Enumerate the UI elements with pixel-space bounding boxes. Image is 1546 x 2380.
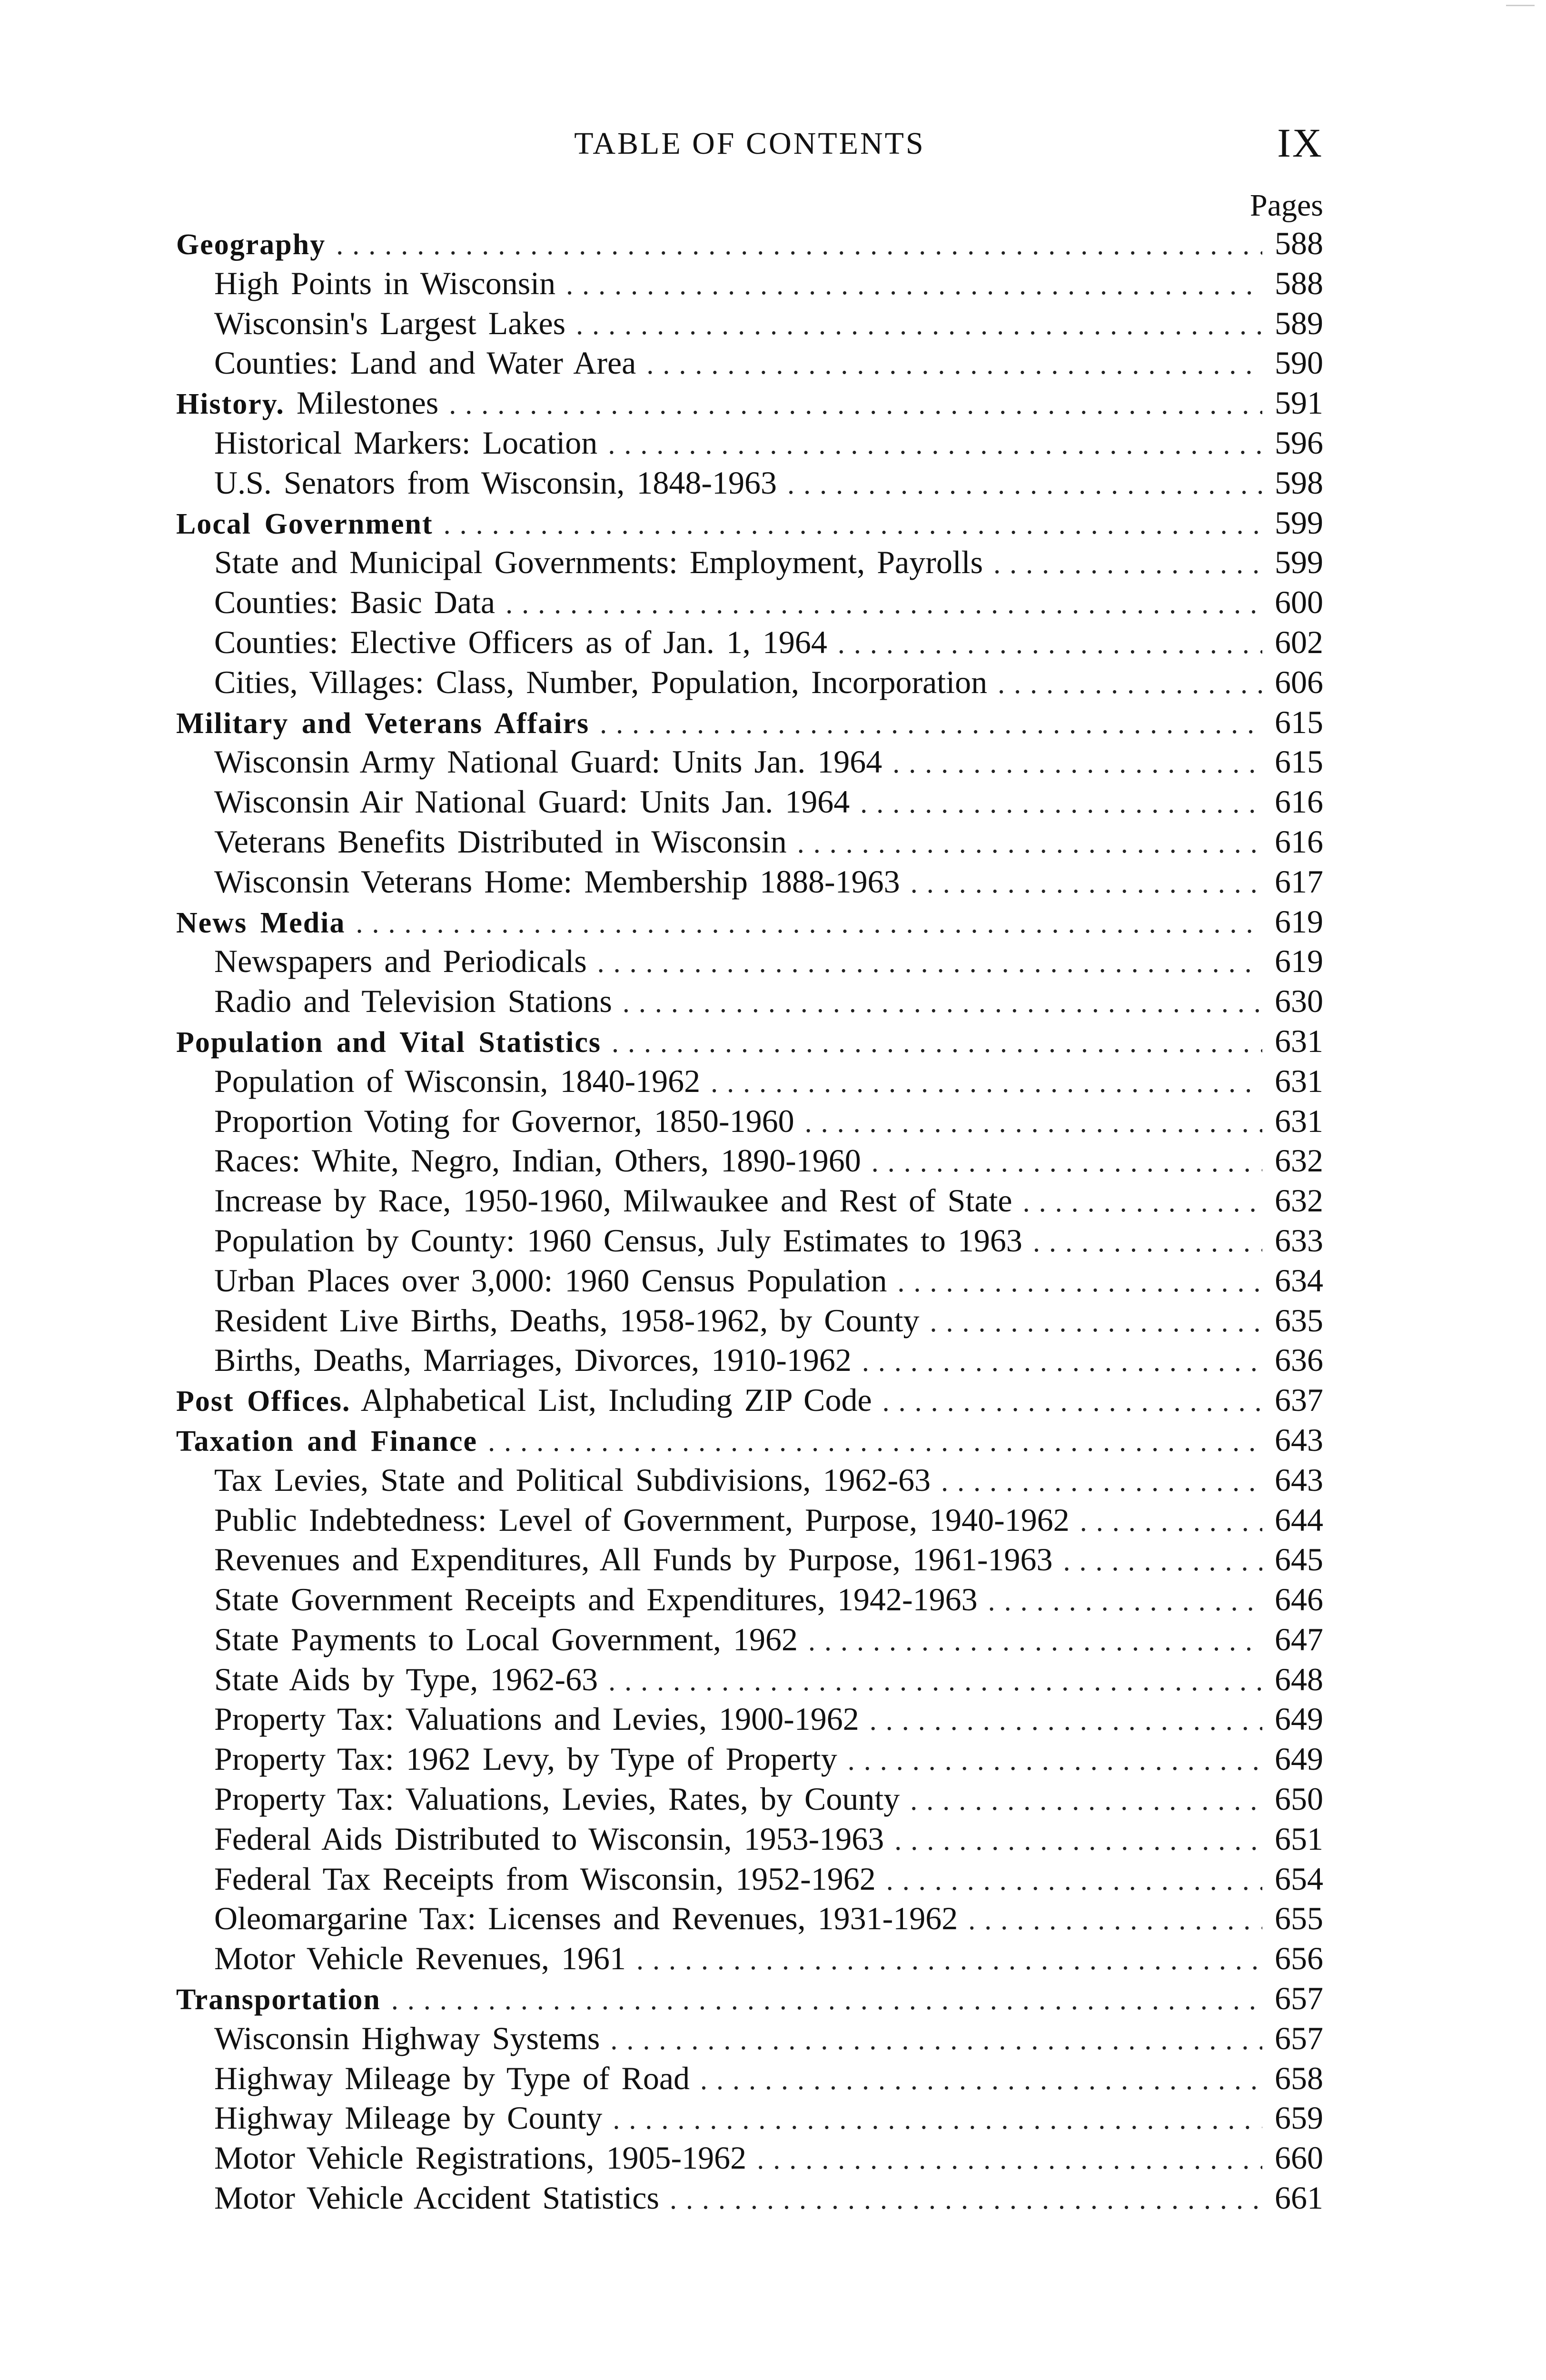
toc-page-number: 599	[1275, 544, 1323, 581]
section-heading: History.	[176, 388, 285, 421]
dot-leader	[898, 1262, 1262, 1302]
toc-entry-row[interactable]	[176, 1500, 1323, 1540]
toc-entry-label: Resident Live Births, Deaths, 1958-1962, by County	[214, 1302, 920, 1339]
toc-page-number: 650	[1275, 1781, 1323, 1817]
toc-entry-label: Property Tax: 1962 Levy, by Type of Property	[214, 1741, 837, 1777]
toc-entry-row[interactable]	[176, 264, 1323, 304]
toc-entry-row[interactable]	[176, 2059, 1323, 2099]
toc-entry-row[interactable]	[176, 623, 1323, 663]
dot-leader	[356, 903, 1262, 943]
dot-leader	[870, 1701, 1262, 1741]
section-subtitle: Milestones	[296, 385, 439, 421]
toc-entry-label: Public Indebtedness: Level of Government, Purpose, 1940-1962	[214, 1501, 1070, 1538]
toc-entry-row[interactable]	[176, 304, 1323, 344]
toc-entry-label: Population of Wisconsin, 1840-1962	[214, 1062, 701, 1099]
pages-column-label: Pages	[1250, 188, 1323, 223]
toc-page-number: 633	[1275, 1222, 1323, 1259]
toc-page-number: 615	[1275, 704, 1323, 740]
dot-leader	[505, 584, 1262, 624]
toc-entry-row[interactable]	[176, 862, 1323, 902]
toc-page-number: 632	[1275, 1182, 1323, 1219]
toc-entry-row[interactable]	[176, 1301, 1323, 1341]
toc-page-number: 657	[1275, 2020, 1323, 2056]
dot-leader	[882, 1382, 1262, 1422]
dot-leader	[838, 624, 1262, 664]
section-heading: News Media	[176, 906, 346, 939]
toc-page-number: 598	[1275, 464, 1323, 501]
toc-entry-label: Highway Mileage by County	[214, 2100, 603, 2136]
toc-entry-row[interactable]	[176, 2138, 1323, 2178]
toc-entry-label: Veterans Benefits Distributed in Wisconsin	[214, 823, 787, 860]
dot-leader	[886, 1861, 1262, 1901]
toc-entry-label	[176, 1380, 872, 1422]
toc-entry-label: Motor Vehicle Revenues, 1961	[214, 1940, 626, 1977]
toc-section-row[interactable]	[176, 383, 1323, 423]
toc-entry-label: Births, Deaths, Marriages, Divorces, 1910-1962	[214, 1342, 852, 1378]
toc-section-row[interactable]	[176, 1021, 1323, 1061]
toc-entry-label: State Aids by Type, 1962-63	[214, 1661, 598, 1697]
dot-leader	[941, 1462, 1262, 1502]
toc-entry-row[interactable]	[176, 663, 1323, 703]
page-title: TABLE OF CONTENTS	[574, 126, 925, 161]
toc-page-number: 635	[1275, 1302, 1323, 1339]
toc-entry-row[interactable]	[176, 1580, 1323, 1620]
running-head	[176, 119, 1323, 171]
dot-leader	[608, 425, 1262, 465]
toc-entry-row[interactable]	[176, 942, 1323, 982]
toc-page-number: 599	[1275, 504, 1323, 541]
toc-entry-label: Counties: Elective Officers as of Jan. 1, 1964	[214, 624, 827, 660]
toc-entry-label: Counties: Basic Data	[214, 584, 496, 621]
dot-leader	[1080, 1502, 1262, 1542]
toc-entry-label: High Points in Wisconsin	[214, 265, 556, 301]
toc-entry-label: Counties: Land and Water Area	[214, 345, 636, 381]
toc-entry-label	[176, 902, 345, 943]
toc-page-number: 590	[1275, 345, 1323, 381]
dot-leader	[613, 2100, 1262, 2140]
dot-leader	[600, 704, 1262, 744]
toc-page-number: 606	[1275, 664, 1323, 700]
dot-leader	[391, 1980, 1262, 2020]
dot-leader	[646, 345, 1262, 385]
toc-section-row[interactable]	[176, 1979, 1323, 2019]
toc-page-number: 655	[1275, 1900, 1323, 1937]
toc-entry-label: Motor Vehicle Registrations, 1905-1962	[214, 2140, 747, 2176]
dot-leader	[1063, 1541, 1262, 1581]
toc-entry-row[interactable]	[176, 1620, 1323, 1660]
toc-entry-row[interactable]	[176, 1819, 1323, 1859]
toc-entry-row[interactable]	[176, 1261, 1323, 1301]
dot-leader	[700, 2060, 1262, 2100]
toc-page-number: 659	[1275, 2100, 1323, 2136]
table-of-contents	[176, 224, 1323, 2218]
dot-leader	[566, 265, 1262, 305]
dot-leader	[757, 2140, 1262, 2180]
toc-entry-label: Proportion Voting for Governor, 1850-1960	[214, 1102, 794, 1139]
toc-page-number: 646	[1275, 1581, 1323, 1618]
dot-leader	[623, 983, 1262, 1023]
dot-leader	[848, 1741, 1262, 1781]
toc-entry-row[interactable]	[176, 1460, 1323, 1500]
dot-leader	[910, 1781, 1262, 1821]
toc-entry-row[interactable]	[176, 583, 1323, 623]
toc-entry-label: Property Tax: Valuations and Levies, 1900-1962	[214, 1701, 859, 1737]
toc-entry-row[interactable]	[176, 822, 1323, 862]
dot-leader	[711, 1063, 1262, 1103]
toc-entry-label: Oleomargarine Tax: Licenses and Revenues, 1931-1962	[214, 1900, 958, 1937]
toc-entry-label: Increase by Race, 1950-1960, Milwaukee and Rest of State	[214, 1182, 1012, 1219]
toc-entry-label: Wisconsin Army National Guard: Units Jan. 1964	[214, 744, 882, 780]
toc-entry-label: Radio and Television Stations	[214, 983, 612, 1020]
dot-leader	[608, 1661, 1262, 1701]
toc-page-number: 651	[1275, 1820, 1323, 1857]
toc-page-number: 591	[1275, 385, 1323, 421]
dot-leader	[336, 225, 1262, 265]
toc-page-number: 649	[1275, 1701, 1323, 1737]
toc-entry-label	[176, 1021, 601, 1063]
toc-entry-row[interactable]	[176, 1779, 1323, 1819]
toc-page-number: 596	[1275, 424, 1323, 461]
toc-section-row[interactable]	[176, 224, 1323, 264]
toc-entry-row[interactable]	[176, 982, 1323, 1021]
toc-page-number: 661	[1275, 2180, 1323, 2216]
dot-leader	[892, 744, 1262, 783]
toc-entry-label: Races: White, Negro, Indian, Others, 1890-1960	[214, 1142, 861, 1179]
section-heading: Local Government	[176, 507, 433, 540]
toc-entry-label: Property Tax: Valuations, Levies, Rates, by County	[214, 1781, 900, 1817]
dot-leader	[860, 783, 1262, 823]
toc-page-number: 616	[1275, 783, 1323, 820]
toc-page-number: 636	[1275, 1342, 1323, 1378]
dot-leader	[894, 1821, 1262, 1861]
toc-page-number: 658	[1275, 2060, 1323, 2096]
toc-entry-row[interactable]	[176, 343, 1323, 383]
toc-page-number: 619	[1275, 943, 1323, 980]
toc-page-number: 656	[1275, 1940, 1323, 1977]
toc-section-row[interactable]	[176, 1380, 1323, 1420]
toc-page-number: 637	[1275, 1382, 1323, 1418]
toc-entry-label: Population by County: 1960 Census, July Estimates to 1963	[214, 1222, 1022, 1259]
toc-page-number: 644	[1275, 1501, 1323, 1538]
toc-page-number: 617	[1275, 863, 1323, 900]
dot-leader	[930, 1302, 1262, 1342]
toc-page-number: 588	[1275, 225, 1323, 261]
toc-entry-label: Tax Levies, State and Political Subdivisions, 1962-63	[214, 1461, 931, 1498]
section-subtitle: Alphabetical List, Including ZIP Code	[360, 1382, 872, 1418]
toc-entry-row[interactable]	[176, 543, 1323, 583]
dot-leader	[911, 863, 1262, 903]
toc-entry-row[interactable]	[176, 742, 1323, 782]
toc-entry-row[interactable]	[176, 1141, 1323, 1181]
section-heading: Population and Vital Statistics	[176, 1026, 601, 1059]
dot-leader	[636, 1940, 1262, 1980]
dot-leader	[670, 2180, 1262, 2220]
toc-entry-label	[176, 383, 438, 425]
dot-leader	[808, 1621, 1262, 1661]
toc-page-number: 615	[1275, 744, 1323, 780]
dot-leader	[449, 385, 1262, 425]
toc-page-number: 645	[1275, 1541, 1323, 1578]
toc-page-number: 654	[1275, 1860, 1323, 1897]
toc-entry-label: Historical Markers: Location	[214, 424, 598, 461]
toc-page-number: 649	[1275, 1741, 1323, 1777]
toc-entry-label	[176, 224, 326, 265]
toc-page-number: 602	[1275, 624, 1323, 660]
toc-page-number: 616	[1275, 823, 1323, 860]
toc-entry-label: Highway Mileage by Type of Road	[214, 2060, 690, 2096]
toc-entry-row[interactable]	[176, 2178, 1323, 2218]
section-heading: Taxation and Finance	[176, 1425, 478, 1458]
scan-mark	[1506, 5, 1535, 6]
dot-leader	[862, 1342, 1262, 1382]
dot-leader	[612, 1023, 1262, 1063]
toc-entry-label	[176, 1979, 381, 2020]
toc-page-number: 631	[1275, 1102, 1323, 1139]
toc-page-number: 630	[1275, 983, 1323, 1020]
toc-entry-row[interactable]	[176, 2098, 1323, 2138]
toc-page-number: 647	[1275, 1621, 1323, 1657]
section-heading: Geography	[176, 228, 326, 261]
dot-leader	[576, 305, 1262, 345]
toc-entry-label: Federal Aids Distributed to Wisconsin, 1953-1963	[214, 1820, 884, 1857]
toc-entry-label	[176, 503, 433, 545]
dot-leader	[998, 664, 1262, 704]
toc-entry-row[interactable]	[176, 1939, 1323, 1979]
toc-page-number: 588	[1275, 265, 1323, 301]
toc-entry-row[interactable]	[176, 1101, 1323, 1141]
toc-page-number: 619	[1275, 903, 1323, 940]
dot-leader	[805, 1103, 1262, 1143]
toc-section-row[interactable]	[176, 703, 1323, 743]
dot-leader	[968, 1900, 1262, 1940]
toc-entry-label: Wisconsin's Largest Lakes	[214, 305, 566, 341]
toc-entry-row[interactable]	[176, 1859, 1323, 1899]
dot-leader	[787, 465, 1262, 505]
toc-section-row[interactable]	[176, 503, 1323, 543]
toc-entry-row[interactable]	[176, 1061, 1323, 1101]
dot-leader	[444, 505, 1262, 545]
toc-entry-row[interactable]	[176, 1221, 1323, 1261]
dot-leader	[988, 1581, 1262, 1621]
toc-entry-label	[176, 1420, 477, 1462]
toc-entry-label: State Government Receipts and Expenditures, 1942-1963	[214, 1581, 978, 1618]
toc-entry-label: Revenues and Expenditures, All Funds by Purpose, 1961-1963	[214, 1541, 1053, 1578]
dot-leader	[610, 2020, 1262, 2060]
toc-page-number: 632	[1275, 1142, 1323, 1179]
toc-entry-label: U.S. Senators from Wisconsin, 1848-1963	[214, 464, 777, 501]
toc-entry-label	[176, 703, 589, 744]
toc-entry-row[interactable]	[176, 1660, 1323, 1700]
toc-entry-row[interactable]	[176, 423, 1323, 463]
toc-entry-label: Urban Places over 3,000: 1960 Census Population	[214, 1262, 887, 1299]
toc-entry-row[interactable]	[176, 1899, 1323, 1939]
toc-entry-label: Cities, Villages: Class, Number, Population, Incorporation	[214, 664, 988, 700]
section-heading: Military and Veterans Affairs	[176, 707, 590, 740]
toc-page-number: 631	[1275, 1022, 1323, 1059]
toc-entry-row[interactable]	[176, 2019, 1323, 2059]
toc-entry-row[interactable]	[176, 1181, 1323, 1221]
toc-entry-label: Motor Vehicle Accident Statistics	[214, 2180, 659, 2216]
toc-entry-row[interactable]	[176, 1739, 1323, 1779]
toc-entry-label: Wisconsin Highway Systems	[214, 2020, 600, 2056]
toc-entry-label: Federal Tax Receipts from Wisconsin, 1952-1962	[214, 1860, 876, 1897]
toc-entry-label: Wisconsin Air National Guard: Units Jan. 1964	[214, 783, 850, 820]
toc-section-row[interactable]	[176, 1420, 1323, 1460]
dot-leader	[597, 943, 1262, 983]
toc-page-number: 643	[1275, 1421, 1323, 1458]
toc-page-number: 660	[1275, 2140, 1323, 2176]
toc-page-number: 631	[1275, 1062, 1323, 1099]
toc-entry-label: Wisconsin Veterans Home: Membership 1888-1963	[214, 863, 900, 900]
toc-entry-label: Newspapers and Periodicals	[214, 943, 587, 980]
toc-page-number: 589	[1275, 305, 1323, 341]
toc-entry-row[interactable]	[176, 1699, 1323, 1739]
toc-entry-row[interactable]	[176, 463, 1323, 503]
dot-leader	[872, 1142, 1262, 1182]
section-heading: Transportation	[176, 1983, 381, 2016]
toc-entry-row[interactable]	[176, 1340, 1323, 1380]
toc-page-number: 657	[1275, 1980, 1323, 2017]
toc-entry-row[interactable]	[176, 1540, 1323, 1580]
toc-page-number: 643	[1275, 1461, 1323, 1498]
toc-entry-label: State and Municipal Governments: Employment, Payrolls	[214, 544, 983, 581]
section-heading: Post Offices.	[176, 1385, 351, 1418]
toc-page-number: 648	[1275, 1661, 1323, 1697]
toc-entry-row[interactable]	[176, 782, 1323, 822]
toc-entry-label: State Payments to Local Government, 1962	[214, 1621, 798, 1657]
toc-page-number: 600	[1275, 584, 1323, 621]
toc-page-number: 634	[1275, 1262, 1323, 1299]
dot-leader	[797, 823, 1262, 863]
dot-leader	[993, 544, 1262, 584]
dot-leader	[1033, 1222, 1262, 1262]
dot-leader	[488, 1422, 1262, 1462]
dot-leader	[1023, 1182, 1262, 1222]
toc-section-row[interactable]	[176, 902, 1323, 942]
page-number: IX	[1277, 120, 1323, 166]
